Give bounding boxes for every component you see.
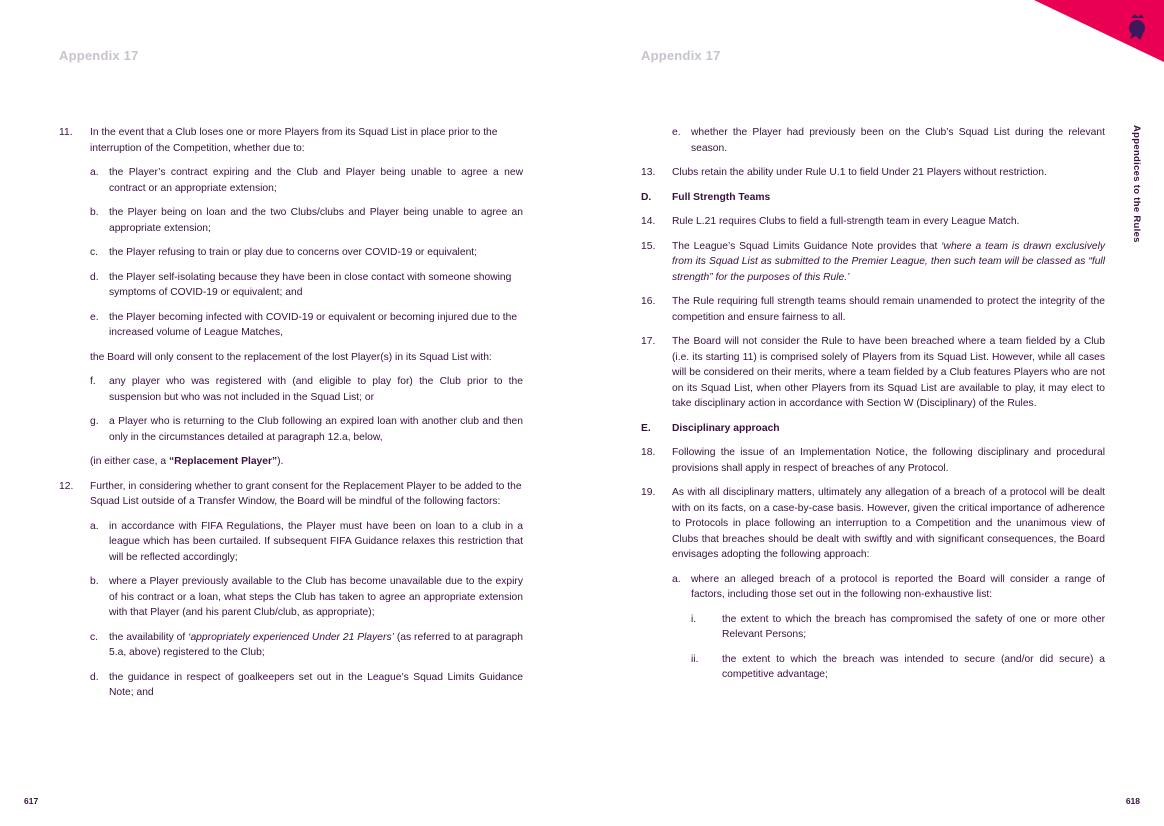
sub-text: a Player who is returning to the Club following an expired loan with another club and then only in the circumstances detailed at paragraph 12.a, below, — [109, 416, 523, 443]
item-15 — [641, 239, 1105, 286]
sub-text: the Player refusing to train or play due to concerns over COVID-19 or equivalent; — [109, 247, 478, 258]
sub-letter: g. — [90, 416, 99, 427]
sub-item-f — [90, 374, 523, 405]
sub-letter: e. — [90, 311, 99, 323]
sub-letter: c. — [90, 247, 99, 258]
sub-sub-text: the extent to which the breach has compromised the safety of one or more other Relevant Persons; — [722, 613, 1105, 640]
sub-text-prefix: the availability of — [109, 631, 189, 643]
section-title: Full Strength Teams — [672, 191, 771, 203]
sub-item-d — [90, 270, 523, 301]
section-letter: D. — [641, 191, 652, 203]
sub-text: the Player becoming infected with COVID-19 or equivalent or becoming injured due to the increased volume of League Matches, — [109, 311, 518, 338]
section-title: Disciplinary approach — [672, 422, 780, 434]
sub-text: in accordance with FIFA Regulations, the Player must have been on loan to a club in a league which has been curtailed. If subsequent FIFA Guidance relaxes this restriction that will be reflected accordingly; — [109, 520, 523, 563]
corner-brand-shape — [1014, 0, 1164, 70]
page-header: Appendix 17 — [641, 48, 721, 63]
sub-item-b — [90, 205, 523, 236]
sub-text: the Player’s contract expiring and the Club and Player being unable to agree a new contract or an appropriate extension; — [109, 167, 523, 194]
item-text: As with all disciplinary matters, ultimately any allegation of a breach of a protocol will be dealt with on its facts, on a case-by-case basis. However, given the critical importance of adherence to Protocols in place following an interruption to a Competition and the unanimous view of Clubs that breaches should be dealt with swiftly and with significant consequences, the Board envisages adopting the following approach: — [672, 487, 1105, 560]
sub-sub-item-ii — [691, 652, 1105, 683]
sub-text: the Player being on loan and the two Clubs/clubs and Player being unable to agree an appropriate extension; — [109, 207, 523, 234]
sub-sub-numeral: i. — [691, 613, 697, 625]
sub-item-12e — [672, 125, 1105, 156]
item-text-prefix: The League’s Squad Limits Guidance Note provides that — [672, 240, 942, 252]
sub-item-a — [90, 165, 523, 196]
sub-letter: c. — [90, 631, 99, 643]
sub-letter: b. — [90, 576, 99, 587]
page-number: 617 — [24, 796, 39, 806]
item-17 — [641, 334, 1105, 412]
sub-item-c — [90, 245, 523, 261]
sub-text: where an alleged breach of a protocol is reported the Board will consider a range of factors, including those set out in the following non-exhaustive list: — [691, 573, 1105, 600]
sub-sub-numeral: ii. — [691, 653, 699, 665]
item-text: The Board will not consider the Rule to have been breached where a team fielded by a Club (i.e. its starting 11) is comprised solely of Players from its Squad List. However, while all cases will be considered on their merits, where a team fielded by a Club features Players who are not on its Squad List, when other Players from its Squad List are available to play, it may elect to take disciplinary action in accordance with Section W (Disciplinary) of the Rules. — [672, 336, 1105, 409]
sub-text: the guidance in respect of goalkeepers set out in the League’s Squad Limits Guidance Note; and — [109, 671, 523, 698]
item-number: 18. — [641, 447, 656, 458]
sub-item-e — [90, 310, 523, 341]
sub-item-19a — [672, 572, 1105, 603]
item-number: 15. — [641, 240, 656, 252]
sub-item-12a — [90, 519, 523, 566]
item-number: 19. — [641, 487, 656, 498]
sub-sub-text: the extent to which the breach was intended to secure (and/or did secure) a competitive advantage; — [722, 653, 1105, 680]
sub-text-suffix: (as referred to at paragraph 5.a, above) registered to the Club; — [109, 631, 523, 658]
sub-letter: a. — [90, 520, 99, 532]
sub-letter: d. — [90, 671, 99, 683]
page-number: 618 — [1125, 796, 1140, 806]
item-text: Clubs retain the ability under Rule U.1 to field Under 21 Players without restriction. — [672, 167, 1047, 178]
section-e-heading — [641, 421, 1105, 437]
sub-text: whether the Player had previously been on the Club’s Squad List during the relevant season. — [691, 127, 1105, 154]
defined-term: “Replacement Player” — [168, 456, 278, 467]
item-19 — [641, 485, 1105, 563]
sub-letter: a. — [672, 573, 681, 585]
item-number: 11. — [59, 127, 73, 138]
sub-letter: d. — [90, 271, 99, 283]
sub-text-italic: ‘appropriately experienced Under 21 Players’ — [188, 631, 394, 643]
item-number: 16. — [641, 296, 656, 307]
sub-item-12c — [90, 630, 523, 661]
sub-text: any player who was registered with (and eligible to play for) the Club prior to the suspension but who was not included in the Squad List; or — [109, 376, 523, 403]
sidebar-label-text: Appendices to the Rules — [1131, 125, 1142, 243]
item-11 — [59, 125, 523, 156]
item-13 — [641, 165, 1105, 181]
item-16 — [641, 294, 1105, 325]
sub-sub-item-i — [691, 612, 1105, 643]
sub-text: the Player self-isolating because they have been in close contact with someone showing symptoms of COVID-19 or equivalent; and — [109, 271, 512, 298]
replacement-player-definition — [59, 454, 523, 470]
sub-text: where a Player previously available to the Club has become unavailable due to the expiry of his contract or a loan, what steps the Club has taken to agree an appropriate extension with that Player (and his parent Club/club, as appropriate); — [109, 576, 523, 618]
sub-item-12b — [90, 574, 523, 621]
item-number: 12. — [59, 480, 74, 492]
item-14 — [641, 214, 1105, 230]
item-number: 14. — [641, 216, 656, 227]
item-text: Rule L.21 requires Clubs to field a full-strength team in every League Match. — [672, 216, 1020, 227]
sidebar-section-label — [1130, 125, 1144, 255]
right-page — [582, 0, 1164, 826]
item-text: Further, in considering whether to grant consent for the Replacement Player to be added to the Squad List outside of a Transfer Window, the Board will be mindful of the following factors: — [90, 480, 522, 507]
item-text: In the event that a Club loses one or more Players from its Squad List in place prior to the interruption of the Competition, whether due to: — [90, 127, 498, 154]
page-header: Appendix 17 — [59, 48, 139, 63]
item-number: 13. — [641, 167, 656, 178]
left-page-content — [59, 125, 523, 710]
definition-suffix: ). — [277, 456, 284, 467]
sub-letter: e. — [672, 127, 681, 138]
item-18 — [641, 445, 1105, 476]
sub-letter: f. — [90, 376, 96, 387]
right-page-content — [641, 125, 1105, 692]
sub-item-g — [90, 414, 523, 445]
definition-prefix: (in either case, a — [90, 456, 169, 467]
item-12 — [59, 479, 523, 510]
item-text-quote: ‘where a team is drawn exclusively from its Squad List as submitted to the Premier League, then such team will be classed as “full strength” for the purposes of this Rule.’ — [672, 240, 1106, 283]
section-letter: E. — [641, 422, 651, 434]
corner-ribbon — [1034, 0, 1164, 62]
item-text: Following the issue of an Implementation Notice, the following disciplinary and procedural provisions shall apply in respect of breaches of any Protocol. — [672, 447, 1105, 474]
consent-paragraph — [59, 350, 523, 366]
sub-item-12d — [90, 670, 523, 701]
sub-letter: a. — [90, 167, 99, 178]
consent-text: the Board will only consent to the replacement of the lost Player(s) in its Squad List with: — [90, 351, 492, 363]
item-text: The Rule requiring full strength teams should remain unamended to protect the integrity of the competition and ensure fairness to all. — [672, 296, 1105, 323]
section-d-heading — [641, 190, 1105, 206]
item-number: 17. — [641, 336, 656, 347]
sub-letter: b. — [90, 207, 99, 218]
